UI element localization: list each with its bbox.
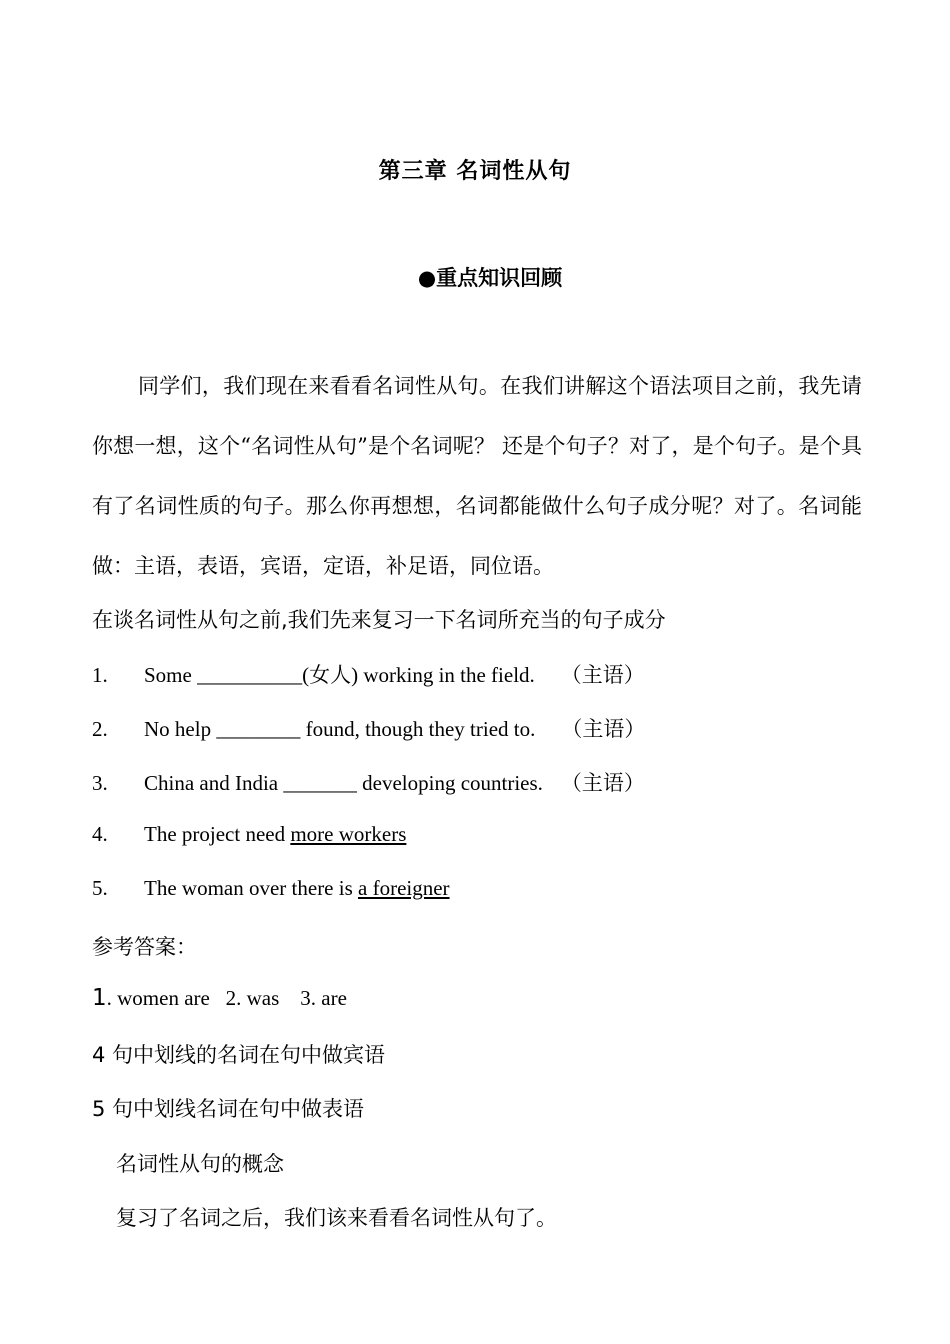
intro-paragraph: 同学们，我们现在来看看名词性从句。在我们讲解这个语法项目之前，我先请你想一想，这个“名词性从句”是个名词呢？ 还是个句子？对了，是个句子。是个具有了名词性质的句子。那么你再想想，名词都能做什么句子成分呢？对了。名词能做：主语，表语，宾语，定语，补足语，同位语。 bbox=[92, 374, 862, 578]
exercise-number: 1. bbox=[92, 663, 108, 687]
exercise-item-5 bbox=[92, 876, 450, 901]
answers-label: 参考答案： bbox=[92, 935, 197, 959]
exercise-text: China and India _______ developing countries. bbox=[144, 771, 543, 795]
exercise-item-4 bbox=[92, 822, 406, 847]
concept-heading: 名词性从句的概念 bbox=[116, 1152, 284, 1176]
exercise-text: The woman over there is bbox=[144, 876, 359, 900]
answer-number: 1 bbox=[92, 985, 107, 1011]
exercise-item-1 bbox=[92, 659, 645, 689]
answer-4: 4 句中划线的名词在句中做宾语 bbox=[92, 1043, 386, 1067]
exercise-number: 3. bbox=[92, 771, 108, 795]
chapter-title: 第三章 名词性从句 bbox=[378, 159, 572, 184]
section-title: ●重点知识回顾 bbox=[417, 266, 563, 290]
concept-text: 复习了名词之后，我们该来看看名词性从句了。 bbox=[116, 1206, 557, 1230]
exercise-text: No help ________ found, though they tried to. bbox=[144, 717, 536, 741]
exercise-text-end: ) working in the field. bbox=[351, 663, 535, 687]
review-intro: 在谈名词性从句之前,我们先来复习一下名词所充当的句子成分 bbox=[92, 608, 666, 632]
exercise-number: 5. bbox=[92, 876, 108, 900]
underlined-noun: more workers bbox=[290, 822, 407, 846]
answers-line-1 bbox=[92, 985, 347, 1011]
exercise-role: （主语） bbox=[560, 771, 645, 795]
exercise-text: Some __________( bbox=[144, 663, 310, 687]
exercise-item-2 bbox=[92, 713, 645, 743]
answer-5: 5 句中划线名词在句中做表语 bbox=[92, 1097, 365, 1121]
exercise-role: （主语） bbox=[561, 717, 646, 741]
exercise-text: The project need bbox=[144, 822, 291, 846]
underlined-noun: a foreigner bbox=[358, 876, 450, 900]
answer-text: . women are 2. was 3. are bbox=[106, 986, 347, 1010]
exercise-number: 4. bbox=[92, 822, 108, 846]
exercise-role: （主语） bbox=[560, 663, 645, 687]
exercise-item-3 bbox=[92, 767, 645, 797]
exercise-hint: 女人 bbox=[309, 663, 352, 687]
exercise-number: 2. bbox=[92, 717, 108, 741]
